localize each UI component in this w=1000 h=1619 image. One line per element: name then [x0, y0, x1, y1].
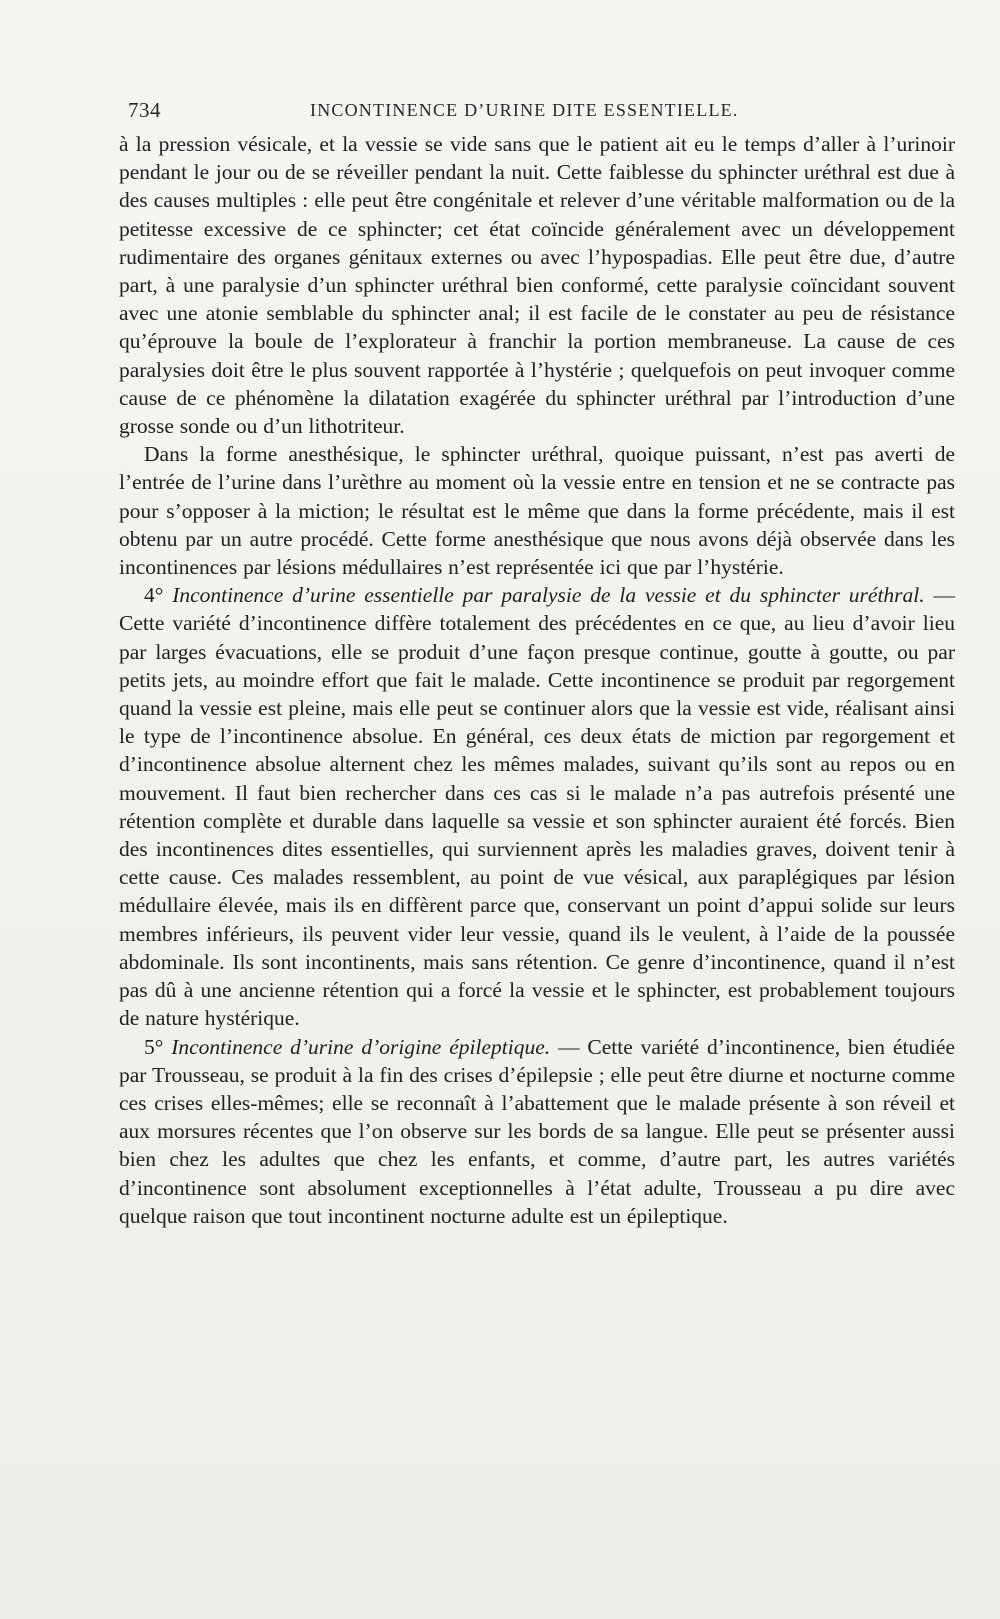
paragraph-section-5 — [119, 1033, 955, 1230]
paragraph-anesthetic-form — [119, 440, 955, 581]
section-heading: Incontinence d’urine essentielle par paralysie de la vessie et du sphincter uréthral. — [172, 583, 925, 608]
section-number: 5° — [144, 1034, 172, 1059]
section-number: 4° — [144, 583, 173, 608]
paragraph-section-4 — [119, 581, 955, 1032]
page-header — [128, 98, 928, 128]
running-title: INCONTINENCE D’URINE DITE ESSENTIELLE. — [310, 100, 739, 120]
page-number: 734 — [128, 98, 161, 122]
paragraph-text: Dans la forme anesthésique, le sphincter uréthral, quoique puissant, n’est pas averti de l’entrée de l’urine dans l’urèthre au moment où la vessie entre en tension et ne se contracte pas pour s’opposer à la miction; le résultat est le même que dans la forme précédente, mais il est obtenu par un autre procédé. Cette forme anesthésique que nous avons déjà observée dans les incontinences par lésions médullaires n’est représentée ici que par l’hystérie. — [119, 442, 955, 580]
body-text — [119, 130, 955, 1230]
section-heading: Incontinence d’urine d’origine épileptique. — [171, 1034, 551, 1059]
paragraph-text: — Cette variété d’incontinence diffère totalement des précédentes en ce que, au lieu d’avoir lieu par larges évacuations, elle se produit d’une façon presque continue, goutte à goutte, ou par petits jets, au moindre effort que fait le malade. Cette incontinence se produit par regorgement quand la vessie est pleine, mais elle peut se continuer alors que la vessie est vide, réalisant ainsi le type de l’incontinence absolue. En général, ces deux états de miction par regorgement et d’incontinence absolue alternent chez les mêmes malades, suivant qu’ils sont au repos ou en mouvement. Il faut bien rechercher dans ces cas si le malade n’a pas autrefois présenté une rétention complète et durable dans laquelle sa vessie et son sphincter auraient été forcés. Bien des incontinences dites essentielles, qui surviennent après les maladies graves, doivent tenir à cette cause. Ces malades ressemblent, au point de vue vésical, aux paraplégiques par lésion médullaire élevée, mais ils en diffèrent parce que, conservant un point d’appui solide sur leurs membres inférieurs, ils peuvent vider leur vessie, quand ils le veulent, à l’aide de la poussée abdominale. Ils sont incontinents, mais sans rétention. Ce genre d’incontinence, quand il n’est pas dû à une ancienne rétention qui a forcé la vessie et le sphincter, est probablement toujours de nature hystérique. — [119, 583, 956, 1031]
paragraph-continuation — [119, 130, 955, 440]
paragraph-text: — Cette variété d’incontinence, bien étudiée par Trousseau, se produit à la fin des crises d’épilepsie ; elle peut être diurne et nocturne comme ces crises elles-mêmes; elle se reconnaît à l’abattement que le malade présente à son réveil et aux morsures récentes que l’on observe sur les bords de sa langue. Elle peut se présenter aussi bien chez les adultes que chez les enfants, et comme, d’autre part, les autres variétés d’incontinence sont absolument exceptionnelles à l’état adulte, Trousseau a pu dire avec quelque raison que tout incontinent nocturne adulte est un épileptique. — [119, 1034, 955, 1228]
paragraph-text: à la pression vésicale, et la vessie se vide sans que le patient ait eu le temps d’aller à l’urinoir pendant le jour ou de se réveiller pendant la nuit. Cette faiblesse du sphincter uréthral est due à des causes multiples : elle peut être congénitale et relever d’une véritable malformation ou de la petitesse excessive de ce sphincter; cet état coïncide généralement avec un développement rudimentaire des organes génitaux externes ou avec l’hypospadias. Elle peut être due, d’autre part, à une paralysie d’un sphincter uréthral bien conformé, cette paralysie coïncidant souvent avec une atonie semblable du sphincter anal; il est facile de le constater au peu de résistance qu’éprouve la boule de l’explorateur à franchir la portion membraneuse. La cause de ces paralysies doit être le plus souvent rapportée à l’hystérie ; quelquefois on peut invoquer comme cause de ce phénomène la dilatation exagérée du sphincter uréthral par l’introduction d’une grosse sonde ou d’un lithotriteur. — [119, 132, 955, 439]
